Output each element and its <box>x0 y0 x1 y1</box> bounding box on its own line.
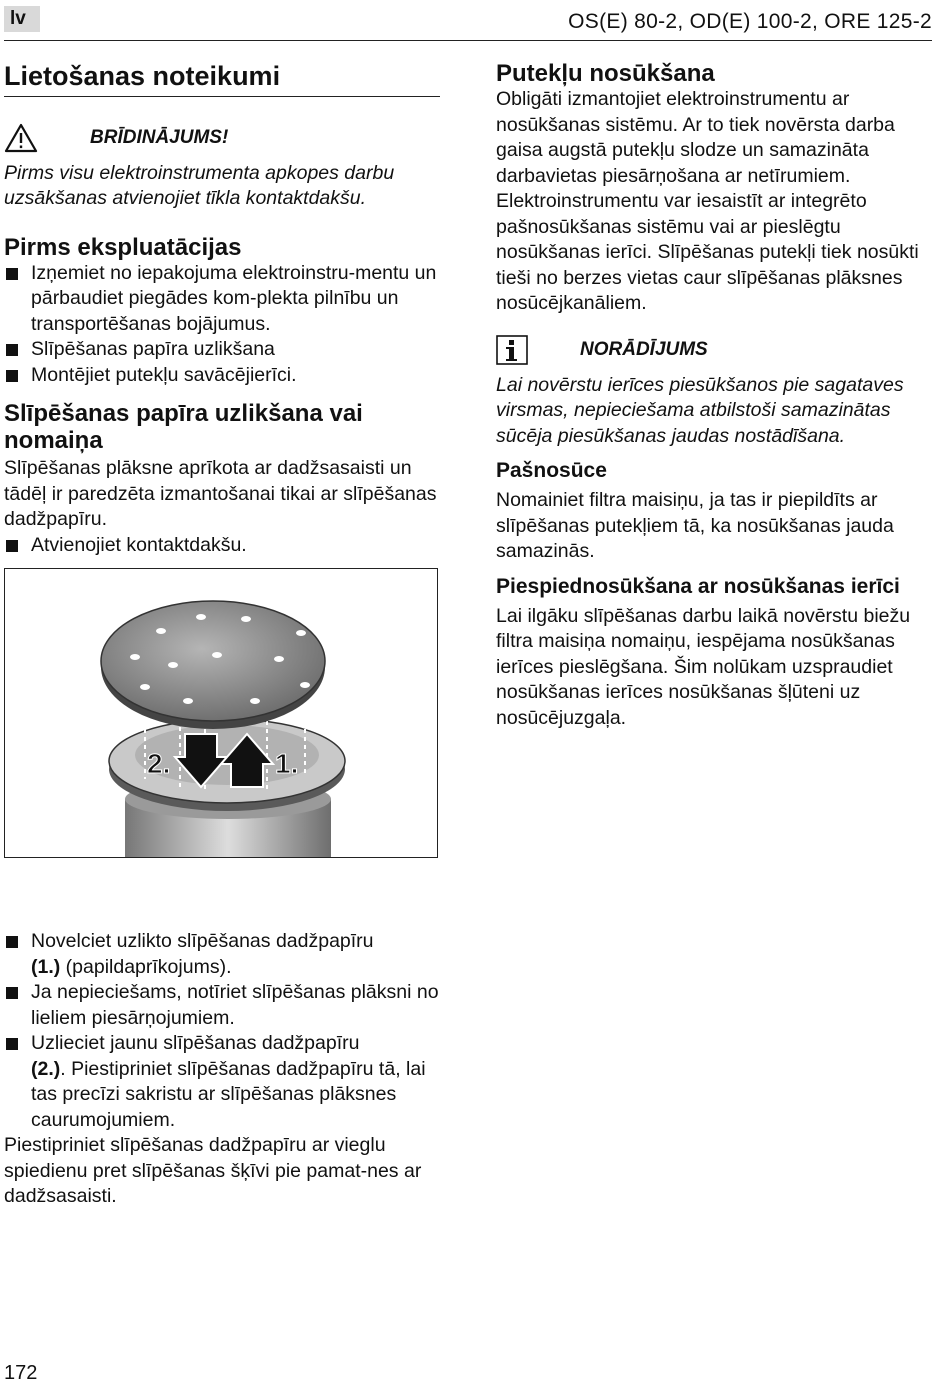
info-icon <box>496 335 528 365</box>
heading-forced-extraction: Piespiednosūkšana ar nosūkšanas ierīci <box>496 574 900 598</box>
heading-before-use: Pirms ekspluatācijas <box>4 233 242 261</box>
language-badge: lv <box>4 6 40 32</box>
warning-label: BRĪDINĀJUMS! <box>90 126 229 148</box>
sanding-pad-illustration <box>4 568 438 858</box>
before-use-list <box>4 261 440 389</box>
warning-notice <box>4 123 440 153</box>
forced-extraction-text: Lai ilgāku slīpēšanas darbu laikā novērstu biežu filtra maisiņa nomaiņu, iespējama nosūkšanas ierīces pieslēgšana. Šim nolūkam uzspraudiet nosūkšanas ierīces nosūkšanas šļūteni uz nosūcējuzgaļa. <box>496 604 911 729</box>
replacement-steps-list <box>4 929 440 1133</box>
dust-text: Obligāti izmantojiet elektroinstrumentu ar nosūkšanas sistēmu. Ar to tiek novērsta darba gaisa augstā putekļu slodze un samazināta darbavietas piesārņošana ar netīrumiem. Elektroinstrumentu var iesaistīt ar integrēto pašnosūkšanas sistēmu vai ar pieslēgtu nosūkšanas ierīci. Slīpēšanas putekļi tiek nosūkti tieši no berzes vietas caur slīpēšanas plāksnes nosūcējkanāliem. <box>496 88 919 314</box>
list-item: Izņemiet no iepakojuma elektroinstru-mentu un pārbaudiet piegādes kom-plekta pilnību un transportēšanas bojājumus. <box>4 261 440 338</box>
list-item: Uzlieciet jaunu slīpēšanas dadžpapīru (2.). Piestipriniet slīpēšanas dadžpapīru tā, lai tas precīzi sakristu ar slīpēšanas plāksnes caurumojumiem. <box>4 1031 440 1133</box>
heading-self-extraction: Pašnosūce <box>496 459 607 482</box>
figure-label-1: 1. <box>275 748 299 779</box>
note-text: Lai novērstu ierīces piesūkšanos pie sagataves virsmas, nepieciešama atbilstoši samazinātas sūcēja piesūkšanas jaudas nostādīšana. <box>496 373 904 447</box>
list-item: Montējiet putekļu savācējierīci. <box>4 363 440 389</box>
heading-dust-extraction: Putekļu nosūkšana <box>496 60 715 87</box>
page-number: 172 <box>4 1362 38 1384</box>
figure-label-2: 2. <box>147 748 171 779</box>
heading-paper-change: Slīpēšanas papīra uzlikšana vai nomaiņa <box>4 400 363 454</box>
section-title: Lietošanas noteikumi <box>4 64 440 97</box>
list-item: Atvienojiet kontaktdakšu. <box>4 533 440 559</box>
bottom-left-section <box>4 929 440 1210</box>
note-label: NORĀDĪJUMS <box>580 338 708 360</box>
info-notice <box>496 335 936 365</box>
closing-text: Piestipriniet slīpēšanas dadžpapīru ar vieglu spiedienu pret slīpēšanas šķīvi pie pamat-nes ar dadžsasaisti. <box>4 1134 422 1207</box>
list-item: Ja nepieciešams, notīriet slīpēšanas plāksni no lieliem piesārņojumiem. <box>4 980 440 1031</box>
right-column <box>496 60 936 731</box>
paper-text: Slīpēšanas plāksne aprīkota ar dadžsasaisti un tādēļ ir paredzēta izmantošanai tikai ar slīpēšanas dadžpapīru. <box>4 457 437 530</box>
warning-text: Pirms visu elektroinstrumenta apkopes darbu uzsākšanas atvienojiet tīkla kontaktdakšu. <box>4 161 395 209</box>
self-extraction-text: Nomainiet filtra maisiņu, ja tas ir piepildīts ar slīpēšanas putekļiem tā, ka nosūkšanas jauda samazinās. <box>496 489 894 562</box>
warning-triangle-icon <box>4 123 38 153</box>
list-item: Slīpēšanas papīra uzlikšana <box>4 337 440 363</box>
paper-list <box>4 533 440 559</box>
header-divider <box>4 40 932 41</box>
list-item: Novelciet uzlikto slīpēšanas dadžpapīru (1.) (papildaprīkojums). <box>4 929 440 980</box>
header-model-title: OS(E) 80-2, OD(E) 100-2, ORE 125-2 <box>568 10 932 33</box>
left-column <box>4 60 440 858</box>
